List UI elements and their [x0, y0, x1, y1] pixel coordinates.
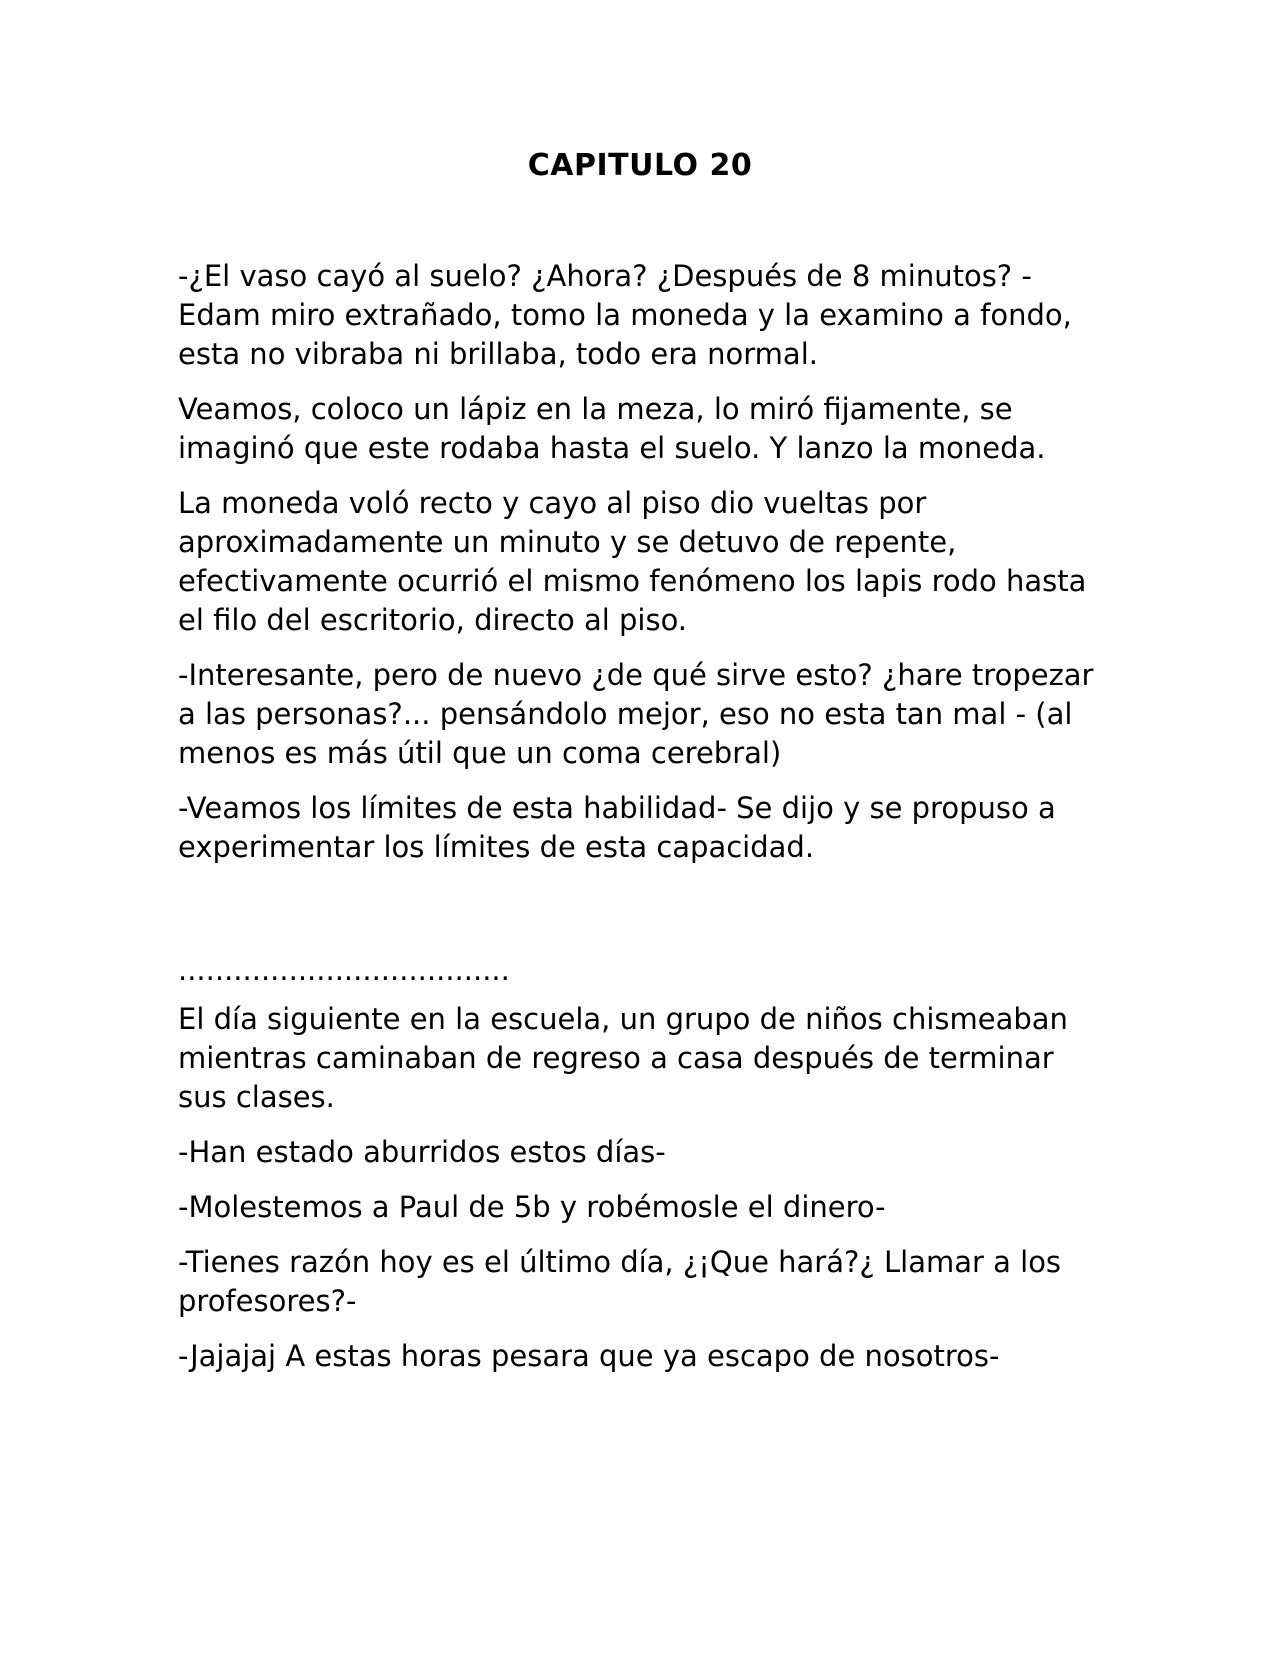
paragraph: -¿El vaso cayó al suelo? ¿Ahora? ¿Después de 8 minutos? - Edam miro extrañado, tomo la moneda y la examino a fondo, esta no vibraba ni brillaba, todo era normal.	[178, 259, 1072, 371]
paragraph: La moneda voló recto y cayo al piso dio vueltas por aproximadamente un minuto y se detuvo de repente, efectivamente ocurrió el mismo fenómeno los lapis rodo hasta el filo del escritorio, directo al piso.	[178, 486, 1087, 637]
scene-break: ....................................	[178, 953, 510, 987]
paragraph: -Interesante, pero de nuevo ¿de qué sirve esto? ¿hare tropezar a las personas?... pensándolo mejor, eso no esta tan mal - (al menos es más útil que un coma cerebral)	[178, 658, 1094, 770]
paragraph: -Han estado aburridos estos días-	[178, 1135, 666, 1169]
chapter-title: CAPITULO 20	[527, 148, 753, 183]
paragraph: -Molestemos a Paul de 5b y robémosle el dinero-	[178, 1190, 886, 1224]
paragraph: El día siguiente en la escuela, un grupo de niños chismeaban mientras caminaban de regreso a casa después de terminar sus clases.	[178, 1002, 1068, 1114]
paragraph: -Tienes razón hoy es el último día, ¿¡Que hará?¿ Llamar a los profesores?-	[178, 1245, 1062, 1318]
chapter-body	[178, 257, 1098, 1392]
paragraph: -Jajajaj A estas horas pesara que ya escapo de nosotros-	[178, 1339, 1000, 1373]
paragraph: -Veamos los límites de esta habilidad- Se dijo y se propuso a experimentar los límites de esta capacidad.	[178, 791, 1056, 864]
paragraph: Veamos, coloco un lápiz en la meza, lo miró fijamente, se imaginó que este rodaba hasta el suelo. Y lanzo la moneda.	[178, 392, 1046, 465]
